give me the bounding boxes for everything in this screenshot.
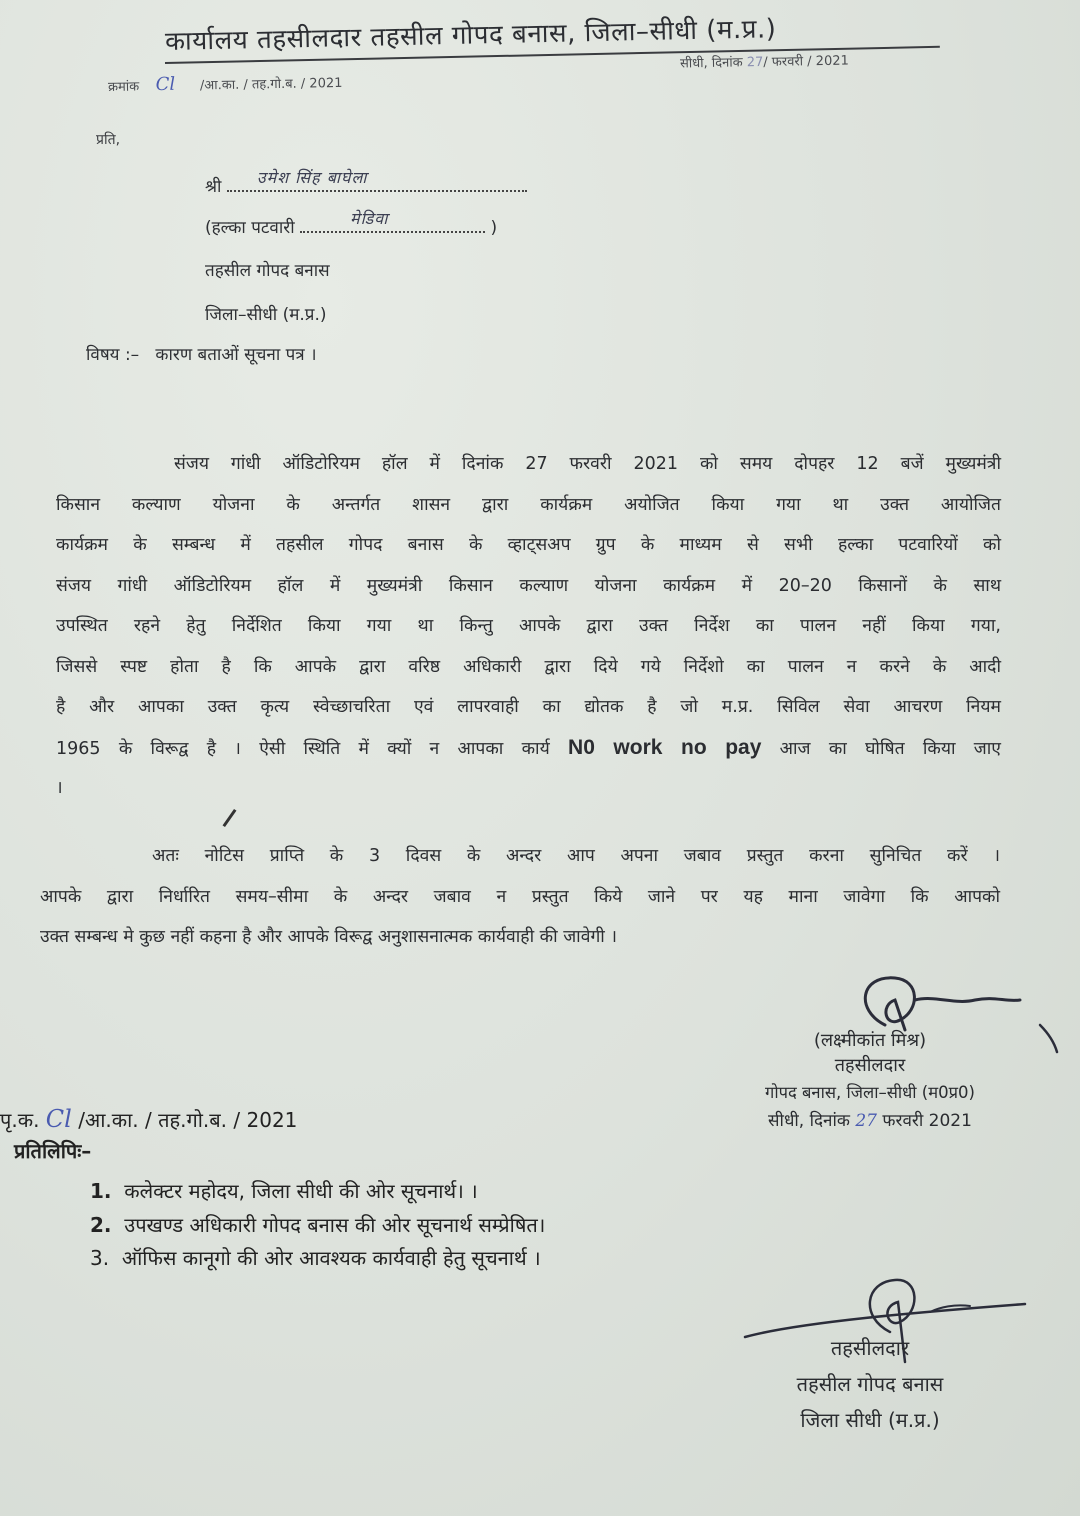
signatory2-designation: तहसीलदार <box>830 1336 910 1360</box>
para1-line: जिससे स्पष्ट होता है कि आपके द्वारा वरिष्ठ अधिकारी द्वारा दिये गये निर्देशो का पालन न करने के आदी <box>56 656 1001 677</box>
para1-line: संजय गांधी ऑडिटोरियम हॉल में मुख्यमंत्री किसान कल्याण योजना कार्यक्रम में 20–20 किसानों के साथ <box>56 575 1001 596</box>
name-handwritten: उमेश सिंह बाघेला <box>256 168 368 187</box>
para1-line: है और आपका उक्त कृत्य स्वेच्छाचरिता एवं लापरवाही का द्योतक है जो म.प्र. सिविल सेवा आचरण नियम <box>56 697 1001 717</box>
copy-item-number: 3. <box>90 1246 110 1270</box>
copy-item-text: उपखण्ड अधिकारी गोपद बनास की ओर सूचनार्थ सम्प्रेषित। <box>124 1213 546 1237</box>
shri-label: श्री <box>205 177 222 197</box>
ref-prefix: क्रमांक <box>107 79 140 95</box>
subject-label: विषय :– <box>86 345 140 365</box>
prati-label: प्रति, <box>96 132 121 148</box>
signatory2-district: जिला सीधी (म.प्र.) <box>800 1408 940 1432</box>
para1-last-line <box>56 728 1001 769</box>
name-dotted-field <box>227 168 527 192</box>
copy-item-text: कलेक्टर महोदय, जिला सीधी की ओर सूचनार्थ। । <box>124 1179 478 1203</box>
copy-reference <box>0 1105 297 1133</box>
copy-item-number: 1. <box>90 1179 112 1203</box>
date-suffix: / फरवरी / 2021 <box>763 53 849 71</box>
copy-item <box>90 1244 541 1271</box>
ref-handwritten: Cl <box>155 73 176 96</box>
halka-line <box>205 209 498 238</box>
copy-ref-suffix: /आ.का. / तह.गो.ब. / 2021 <box>78 1108 298 1132</box>
para2-line: आपके द्वारा निर्धारित समय–सीमा के अन्दर जबाव न प्रस्तुत किये जाने पर यह माना जावेगा कि आपको <box>40 886 1000 907</box>
para1-line: संजय गांधी ऑडिटोरियम हॉल में दिनांक 27 फरवरी 2021 को समय दोपहर 12 बजें मुख्यमंत्री <box>174 454 1001 474</box>
body-paragraph-2 <box>40 836 1000 958</box>
para1-line: किसान कल्याण योजना के अन्तर्गत शासन द्वारा कार्यक्रम अयोजित किया गया था उक्त आयोजित <box>56 494 1001 515</box>
halka-close: ) <box>490 218 498 238</box>
copy-ref-handwritten: Cl <box>45 1105 72 1133</box>
copy-item <box>90 1211 545 1238</box>
halka-handwritten: मेडिवा <box>350 209 389 228</box>
recipient-name-line <box>205 168 527 197</box>
para1-last-post: आज का घोषित किया जाए <box>779 738 1001 759</box>
pen-tick-mark <box>223 809 237 827</box>
office-title: कार्यालय तहसीलदार तहसील गोपद बनास, जिला–सीधी (म.प्र.) <box>164 14 777 57</box>
para2-line: उक्त सम्बन्ध मे कुछ नहीं कहना है और आपके विरूद्व अनुशासनात्मक कार्यवाही की जावेगी । <box>40 927 618 947</box>
signatory-name: (लक्ष्मीकांत मिश्र) <box>813 1030 927 1051</box>
sig-date-suffix: फरवरी 2021 <box>882 1111 972 1131</box>
sig-date-prefix: सीधी, दिनांक <box>768 1111 850 1131</box>
copy-item-number: 2. <box>90 1213 112 1237</box>
halka-dotted-field <box>300 209 485 233</box>
copy-item <box>90 1177 478 1204</box>
para2-line: अतः नोटिस प्राप्ति के 3 दिवस के अन्दर आप अपना जबाव प्रस्तुत करना सुनिचित करें । <box>152 846 1000 866</box>
recipient-district: जिला–सीधी (म.प्र.) <box>205 305 327 325</box>
copy-heading: प्रतिलिपिः– <box>14 1139 92 1163</box>
para1-line: उपस्थित रहने हेतु निर्देशित किया गया था किन्तु आपके द्वारा उक्त निर्देश का पालन नहीं किया गया, <box>56 616 1001 636</box>
reference-number <box>108 71 343 96</box>
signatory-place: गोपद बनास, जिला–सीधी (म0प्र0) <box>765 1083 975 1102</box>
letter-date <box>680 51 849 72</box>
date-handwritten: 27 <box>746 55 764 71</box>
copy-ref-prefix: पृ.क. <box>0 1108 40 1132</box>
copy-item-text: ऑफिस कानूगो की ओर आवश्यक कार्यवाही हेतु सूचनार्थ । <box>121 1246 541 1270</box>
date-prefix: सीधी, दिनांक <box>679 55 743 72</box>
signatory-designation: तहसीलदार <box>834 1055 906 1076</box>
no-work-no-pay: N0 work no pay <box>568 735 762 759</box>
ref-suffix: /आ.का. / तह.गो.ब. / 2021 <box>199 75 343 94</box>
body-paragraph-1 <box>56 444 1001 809</box>
halka-label: (हल्का पटवारी <box>205 218 295 238</box>
signatory-date <box>720 1108 1020 1131</box>
para1-end: । <box>56 778 63 798</box>
subject-line <box>86 342 317 365</box>
signatory2-place: तहसील गोपद बनास <box>796 1372 944 1396</box>
para1-line: कार्यक्रम के सम्बन्ध में तहसील गोपद बनास के व्हाट्सअप ग्रुप के माध्यम से सभी हल्का पटवारियों को <box>56 535 1001 555</box>
recipient-tehsil: तहसील गोपद बनास <box>205 261 330 281</box>
para1-last-pre: 1965 के विरूद्व है । ऐसी स्थिति में क्यों न आपका कार्य <box>56 738 550 759</box>
sig-date-handwritten: 27 <box>855 1111 877 1131</box>
subject-text: कारण बताओं सूचना पत्र । <box>155 345 317 365</box>
